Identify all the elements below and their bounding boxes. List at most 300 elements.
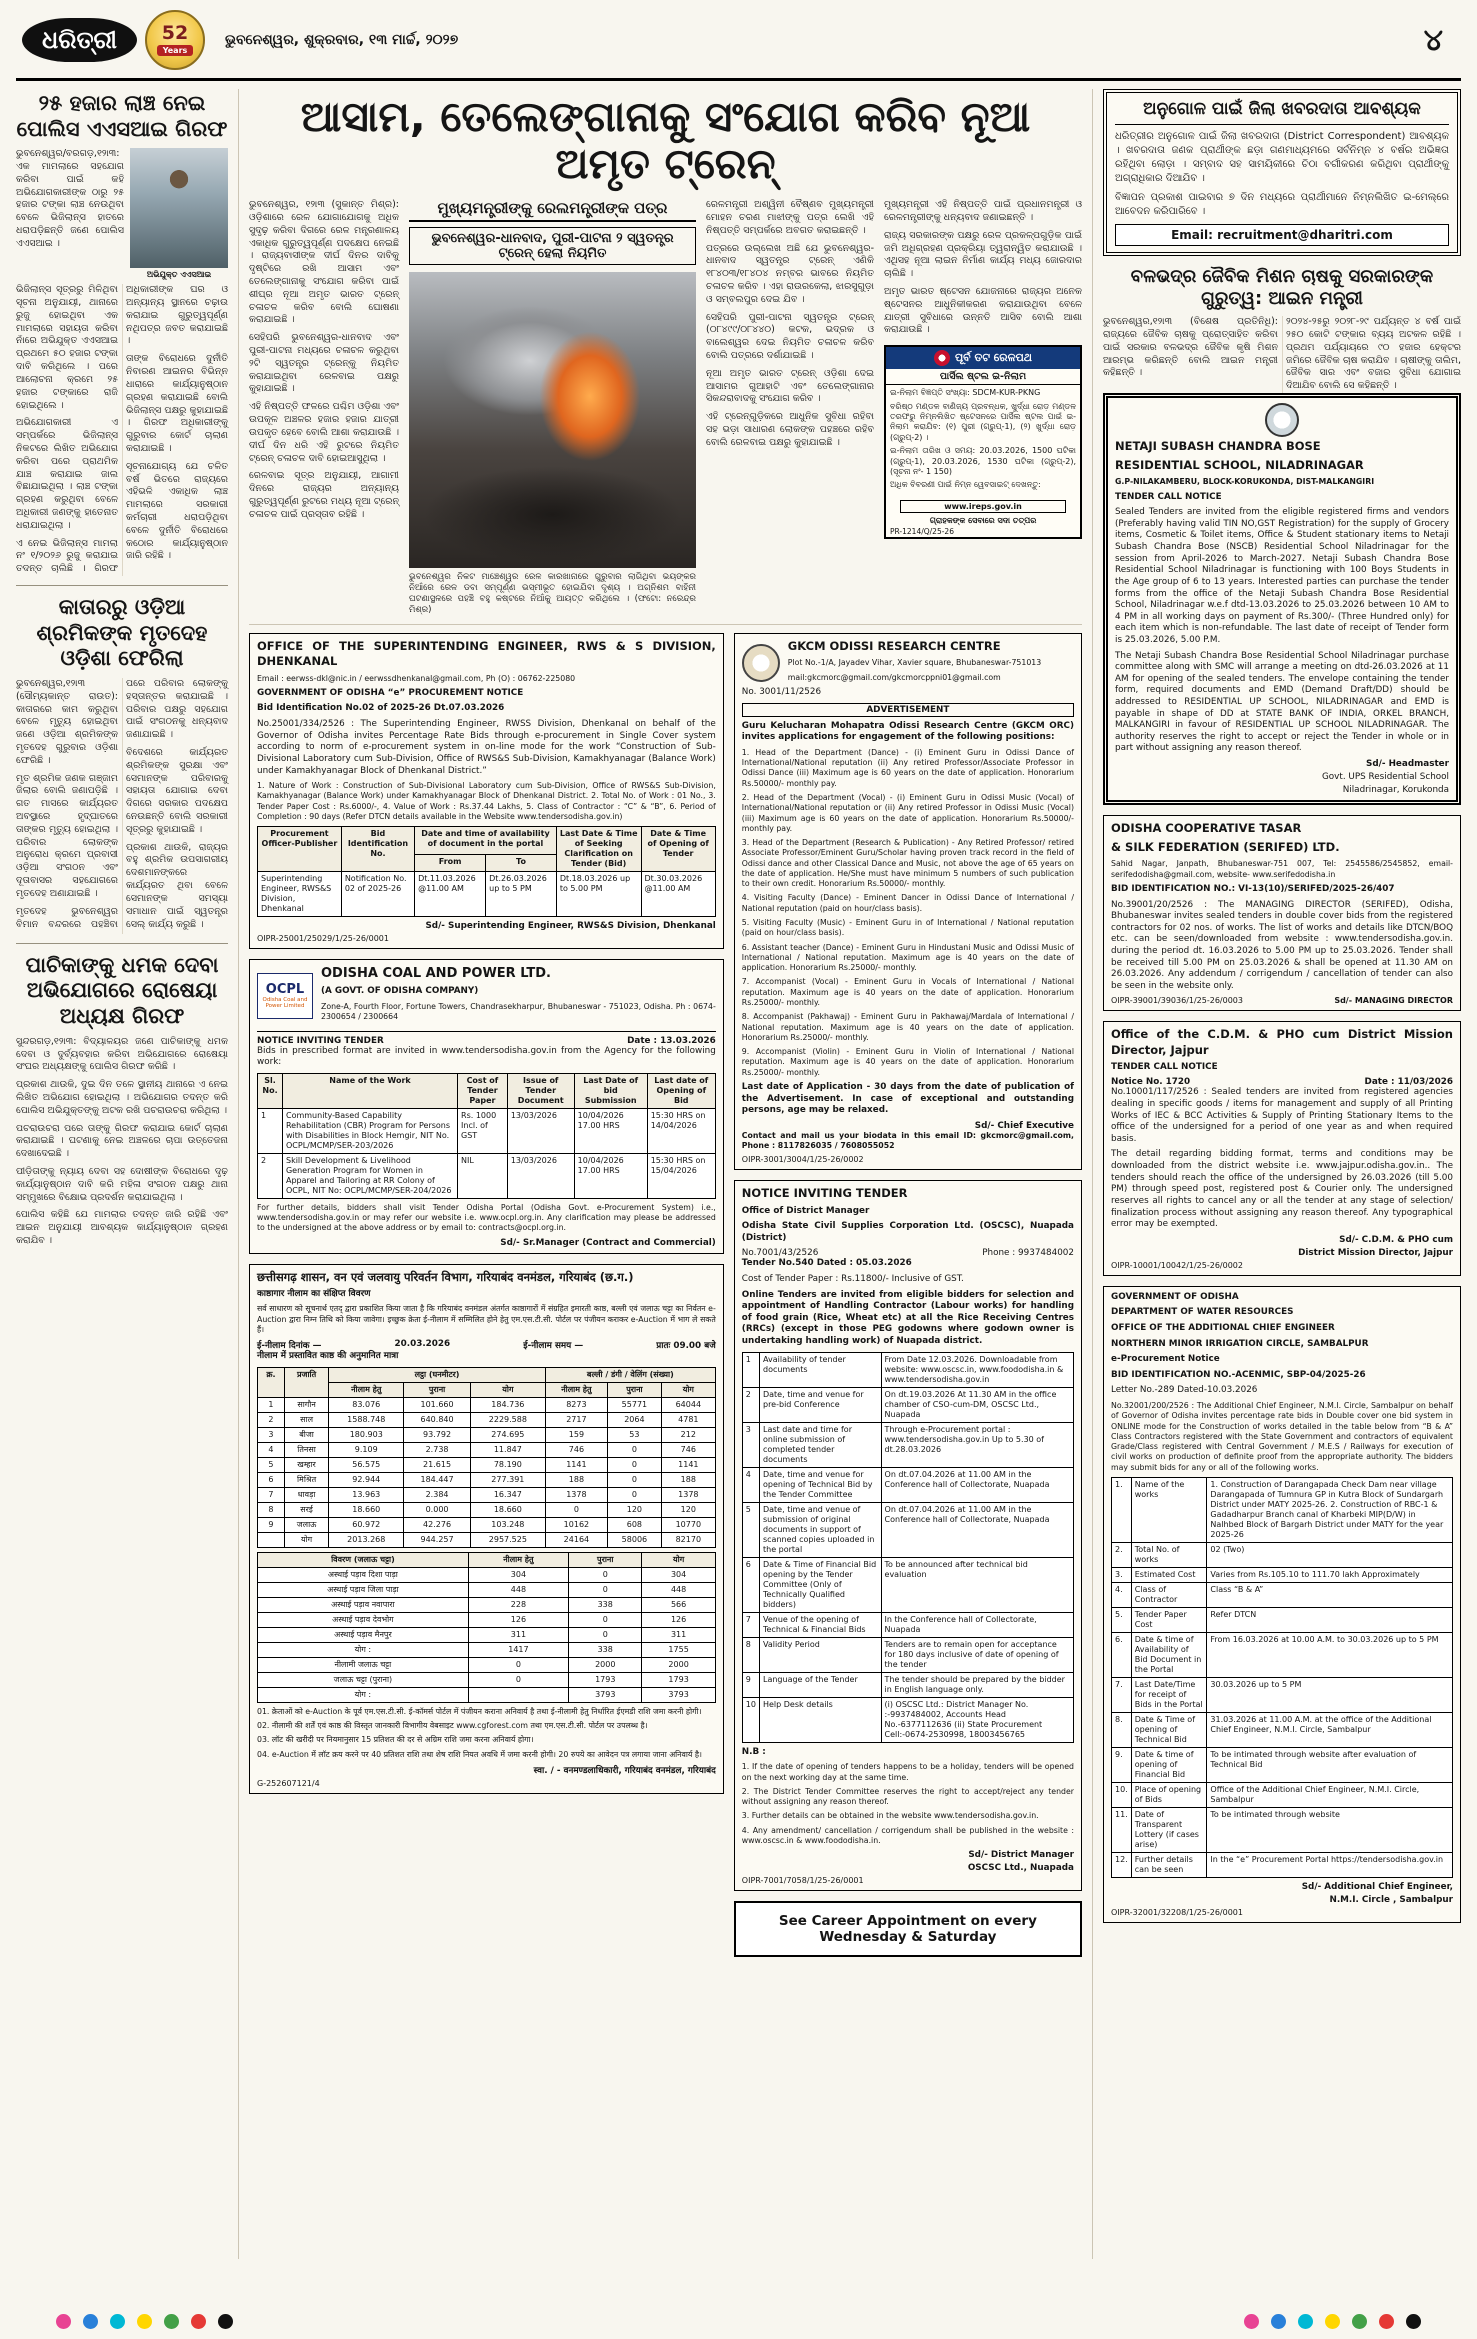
table-cell: जलाऊ चट्टा (पुराना) (258, 1672, 469, 1687)
table-cell: 6 (258, 1472, 285, 1487)
bid-id-line: Bid Identification No.02 of 2025-26 Dt.07.03.2026 (257, 703, 505, 714)
table-cell: Validity Period (759, 1637, 881, 1672)
table-cell: From Date 12.03.2026. Downloadable from website: www.oscsc.in, www.foododisha.in & www.tendersodisha.gov.in (881, 1352, 1073, 1387)
bid-id: BID IDENTIFICATION NO.: VI-13(10)/SERIFED/2025-26/407 (1111, 883, 1395, 894)
table-cell: 608 (607, 1517, 661, 1532)
col-header: Name of the Work (282, 1073, 457, 1108)
table-cell: 31.03.2026 at 11.00 A.M. at the office of the Additional Chief Engineer, N.M.I. Circle, Sambalpur (1207, 1712, 1453, 1747)
table-cell: 2229.588 (470, 1412, 545, 1427)
table-cell: 0 (569, 1612, 642, 1627)
table-cell: Date & Time of opening of Technical Bid (1131, 1712, 1207, 1747)
nit-date: Date : 13.03.2026 (627, 1035, 716, 1046)
table-cell: 18.660 (470, 1502, 545, 1517)
ad-body-2: ବିଜ୍ଞାପନ ପ୍ରକାଶ ପାଇବାର ୭ ଦିନ ମଧ୍ୟରେ ପ୍ରାର୍ଥୀମାନେ ନିମ୍ନଲିଖିତ ଇ-ମେଲ୍‌ରେ ଆବେଦନ କରିପାରିବେ । (1115, 192, 1449, 218)
tender-no: Tender No.540 Dated : 05.03.2026 (741, 1258, 912, 1269)
dept-line: DEPARTMENT OF WATER RESOURCES (1111, 1307, 1294, 1318)
lead-col-d (884, 199, 1082, 616)
paragraph: ରେଳବାଇ ସୂତ୍ର ଅନୁଯାୟୀ, ଆଗାମୀ ଦିନରେ ରାଜ୍ୟର ଅନ୍ୟାନ୍ୟ ଗୁରୁତ୍ୱପୂର୍ଣ୍ଣ ରୁଟରେ ମଧ୍ୟ ନୂଆ ଟ୍ରେନ୍ ଚଳାଚଳ ପାଇଁ ପ୍ରସ୍ତାବ ରହିଛି । (249, 470, 399, 520)
paragraph: ସେହିପରି ଭୁବନେଶ୍ୱର-ଧାନବାଦ ଏବଂ ପୁରୀ-ପାଟନା ମଧ୍ୟରେ ଚଳାଚଳ କରୁଥିବା ୨ଟି ସ୍ୱତନ୍ତ୍ର ଟ୍ରେନ୍‌କୁ ନିୟମିତ କରାଯାଇଥିବା ରେଳବାଇ ପକ୍ଷରୁ କୁହାଯାଇଛି । (249, 332, 399, 395)
position-item: 9. Accompanist (Violin) - Eminent Guru in Violin of International / National reputation. Maximum age is 40 years on the date of application. Honorarium Rs.25000/- monthly. (741, 1047, 1074, 1077)
col-header: Bid Identification No. (341, 827, 414, 872)
paragraph: ରେଳମନ୍ତ୍ରୀ ଅଶ୍ୱିନୀ ବୈଷ୍ଣବ ମୁଖ୍ୟମନ୍ତ୍ରୀ ମୋହନ ଚରଣ ମାଝୀଙ୍କୁ ପତ୍ର ଲେଖି ଏହି ନିଷ୍ପତ୍ତି ସମ୍ପର୍କରେ ଅବଗତ କରାଇଛନ୍ତି । (706, 199, 874, 236)
gov-line: GOVERNMENT OF ODISHA (1111, 1291, 1239, 1302)
col-header: Last Date of bid Submission (574, 1073, 647, 1108)
eproc-title: e-Procurement Notice (1111, 1354, 1220, 1365)
cg-intro: सर्व साधारण को सूचनार्थ एतद् द्वारा प्रकाशित किया जाता है कि गरियाबंद वनमंडल अंतर्गत काष्ठागारों में संग्रहित इमारती काष्ठ, बल्ली एवं जलाऊ चट्टा का निर्वतन e-Auction द्वारा निम्न तिथि को किया जावेगा। इच्छुक क्रेता ई-नीलाम में सम्मिलित होने हेतु एम.एस.टी.सी. पोर्टल पर पंजीयन कराकर e-Auction में भाग ले सकते हैं। (257, 1304, 716, 1334)
cg-title: काष्ठागार नीलाम का संक्षिप्त विवरण (257, 1288, 371, 1299)
nb-list (742, 1762, 1074, 1846)
color-dot (56, 2314, 71, 2329)
tender-body-2: The Netaji Subash Chandra Bose Residential School Niladrinagar purchase committee along with SMC will arrange a meeting on dtd-26.03.2026 at 11 AM for opening of the sealed tenders. The envelope containing the tender form, required documents and EMD (Demand Draft/DD) should be addressed to RESIDENTIAL UP SCHOOL, NILADRINAGAR and EMD is payable in shape of DD at STATE BANK OF INDIA, ORKEL BRANCH, MALKANGIRI in favour of RESIDENTIAL UP SCHOOL NILADRINAGAR. The authority reserves the right to accept or reject the Tender in whole or in part without assigning any reason thereof. (1115, 650, 1449, 754)
table-cell: अस्थाई पड़ाव देवभोग (258, 1612, 469, 1627)
page-number: ୪ (1423, 22, 1443, 58)
paragraph: ଏ ନେଇ ଭିଜିଲାନ୍ସ ମାମଲା ନଂ ୧/୨୦୨୬ ରୁଜୁ କରାଯାଇ ତଦନ୍ତ ଚାଲିଛି । ଗିରଫ ଅଧିକାରୀଙ୍କ ଘର ଓ ଅନ୍ୟାନ୍ୟ ସ୍ଥାନରେ ଚଢ଼ାଉ କରାଯାଇ ଗୁରୁତ୍ୱପୂର୍ଣ୍ଣ ନଥିପତ୍ର ଜବତ କରାଯାଇଛି । (16, 284, 228, 575)
note-line: 02. नीलामी की शर्तें एवं काष्ठ की विस्तृत जानकारी विभागीय वेबसाइट www.cgforest.com तथा एम.एस.टी.सी. पोर्टल पर उपलब्ध है। (257, 1721, 648, 1731)
table-cell: Availability of tender documents (759, 1352, 881, 1387)
signature: Sd/- Additional Chief Engineer, (1301, 1881, 1453, 1892)
table-cell: Refer DTCN (1207, 1607, 1453, 1632)
signature: Sd/- Superintending Engineer, RWS&S Division, Dhenkanal (425, 921, 716, 932)
table-row (1112, 1632, 1453, 1677)
table-cell: 0 (468, 1672, 568, 1687)
signature: Sd/- Chief Executive (974, 1120, 1074, 1131)
org-name-1: ODISHA COOPERATIVE TASAR (1111, 821, 1302, 836)
table-cell: 53 (607, 1427, 661, 1442)
table-cell: खम्हार (284, 1457, 328, 1472)
table-row (258, 1627, 716, 1642)
gkcm-mail: mail:gkcmorc@gmail.com/gkcmorcppni01@gmail.com (787, 672, 1001, 682)
table-cell: 746 (545, 1442, 607, 1457)
table-cell: सागौन (284, 1397, 328, 1412)
gkcm-advertisement (734, 633, 1082, 1170)
table-cell: 0 (607, 1472, 661, 1487)
masthead (16, 6, 1461, 81)
note-line: 04. e-Auction में लॉट क्रय करने पर 40 प्रतिशत राशि तथा शेष राशि नियत अवधि में जमा करनी होगी। 20 रुपये का आवेदन पत्र लगाया जाना अनिवार्य है। (257, 1749, 702, 1759)
table-row (1112, 1582, 1453, 1607)
table-cell: 9. (1112, 1747, 1132, 1782)
cg-notes (257, 1707, 716, 1760)
tender-cost: Cost of Tender Paper : Rs.11800/- Inclusive of GST. (741, 1273, 964, 1284)
table-cell: Tenders are to remain open for acceptance for 180 days inclusive of date of opening of the tender (881, 1637, 1073, 1672)
paragraph: ତାଙ୍କ ବିରୋଧରେ ଦୁର୍ନୀତି ନିବାରଣ ଆଇନର ବିଭିନ୍ନ ଧାରାରେ କାର୍ଯ୍ୟାନୁଷ୍ଠାନ ଗ୍ରହଣ କରାଯାଇଛି ବୋଲି ଭିଜିଲାନ୍ସ ପକ୍ଷରୁ କୁହାଯାଇଛି । ଗିରଫ ଅଧିକାରୀଙ୍କୁ ଗୁରୁବାର କୋର୍ଟ ଚାଲାଣ କରାଯାଇଛି । (126, 353, 228, 454)
oipr-code: OIPR-39001/39036/1/25-26/0003 (1111, 996, 1243, 1006)
table-cell: 120 (661, 1502, 715, 1517)
col-header: Cost of Tender Paper (458, 1073, 508, 1108)
letter-no: Letter No.-289 Dated-10.03.2026 (1111, 1385, 1258, 1396)
col-header: नीलाम हेतु (329, 1382, 404, 1397)
col-header: लट्ठा (घनमीटर) (329, 1367, 546, 1382)
table-cell: 60.972 (329, 1517, 404, 1532)
note-line: 4. Any amendment/ cancellation / corrigendum shall be published in the website : www.oscsc.in & www.foododisha.in. (741, 1825, 1074, 1845)
ecor-header (886, 347, 1080, 369)
table-cell: 24164 (545, 1532, 607, 1547)
col-header: नीलाम हेतु (545, 1382, 607, 1397)
table-cell: 0 (569, 1627, 642, 1642)
cg-qty-line: नीलाम में प्रस्तावित काष्ठ की अनुमानित मात्रा (257, 1351, 399, 1362)
cg-time-label: ई-नीलाम समय — (523, 1341, 584, 1352)
table-cell: 12. (1112, 1852, 1132, 1877)
table-cell: 02 (Two) (1207, 1542, 1453, 1567)
company-name: ODISHA COAL AND POWER LTD. (321, 966, 551, 982)
table-cell: 18.660 (329, 1502, 404, 1517)
table-cell: Date & Time of Financial Bid opening by the Tender Committee (Only of Technically Qualified bidders) (759, 1557, 881, 1612)
table-cell: Date, time and venue of submission of original documents in support of scanned copies uploaded in the portal (759, 1502, 881, 1557)
table-body (1112, 1477, 1453, 1877)
table-cell: 228 (468, 1597, 568, 1612)
table-cell: 277.391 (470, 1472, 545, 1487)
table-row (258, 1517, 716, 1532)
table-cell: 1. (1112, 1477, 1132, 1542)
table-cell: Dt.11.03.2026 @11.00 AM (415, 872, 486, 917)
signature: Sd/- Sr.Manager (Contract and Commercial) (500, 1237, 716, 1248)
table-cell: 338 (569, 1597, 642, 1612)
col-header: From (415, 855, 486, 872)
table-cell: On dt.07.04.2026 at 11.00 AM in the Conference hall of Collectorate, Nuapada (881, 1502, 1073, 1557)
table-cell: तिनसा (284, 1442, 328, 1457)
school-address: G.P-NILAKAMBERU, BLOCK-KORUKONDA, DIST-MALKANGIRI (1115, 477, 1375, 487)
position-item: 4. Visiting Faculty (Dance) - Eminent Dancer in Odissi Dance of International / National reputation (paid on hour/class basis). (741, 893, 1074, 913)
table-cell: Date, time and venue for pre-bid Conference (759, 1387, 881, 1422)
col-header: Last date of Opening of Bid (647, 1073, 715, 1108)
table-cell: 1378 (545, 1487, 607, 1502)
org-name-2: & SILK FEDERATION (SERIFED) LTD. (1111, 840, 1340, 855)
table-row (742, 1422, 1073, 1467)
water-resources-eprocurement (1103, 1286, 1461, 1923)
table-cell: अस्थाई पड़ाव मैनपुर (258, 1627, 469, 1642)
eproc-intro: No.32001/200/2526 : The Additional Chief Engineer, N.M.I. Circle, Sambalpur on behalf of Governor of Odisha invites percentage rate bids in Double cover one bid system in ONLINE mode for the Construction of works detailed in the table below from “B & A” Class Contractors registered with the State Government and contractors of equivalent Grade/Class registered with Central Government / M.E.S / Railways for execution of civil works on production of definite proof from the appropriate authority. The bidders may submit bids for any or all of the following works. (1111, 1400, 1453, 1472)
office-title: OFFICE OF THE SUPERINTENDING ENGINEER, RWS & S DIVISION, DHENKANAL (257, 639, 716, 669)
note-line: 03. लॉट की खरीदी पर नियमानुसार 15 प्रतिशत की दर से अग्रिम राशि जमा करना अनिवार्य होगा। (257, 1735, 534, 1745)
cg-dept: छत्तीसगढ़ शासन, वन एवं जलवायु परिवर्तन विभाग, गरियाबंद वनमंडल, गरियाबंद (छ.ग.) (257, 1269, 634, 1284)
netaji-school-tender (1103, 393, 1461, 805)
advertisement-strip: ADVERTISEMENT (742, 703, 1074, 717)
col-header: योग (642, 1552, 715, 1567)
paragraph: ପତ୍ରରେ ଉଲ୍ଲେଖ ଅଛି ଯେ ଭୁବନେଶ୍ୱର-ଧାନବାଦ ସ୍ୱତନ୍ତ୍ର ଟ୍ରେନ୍ ଏଣିକି ୧୮୪୦୩/୧୮୪୦୪ ନମ୍ବର ଭାବରେ ନିୟମିତ ଚଳାଚଳ କରିବ । ଏହା ରାଉରକେଲା, ଝାରସୁଗୁଡ଼ା ଓ ସମ୍ବଲପୁର ଦେଇ ଯିବ । (706, 242, 874, 305)
dharitri-logo (22, 10, 205, 70)
table-row (258, 1108, 716, 1153)
train-fire-photo (409, 272, 696, 568)
table-cell: Skill Development & Livelihood Generation Program for Women in Apparel and Tailoring at RR Colony of OCPL, NIT No: OCPL/MCMP/SER-204/2026 (282, 1153, 457, 1198)
color-dot (191, 2314, 206, 2329)
table-cell: On dt.19.03.2026 At 11.30 AM in the office chamber of CSO-cum-DM, OSCSC Ltd., Nuapada (881, 1387, 1073, 1422)
table-cell: In the “e” Procurement Portal https://tendersodisha.gov.in (1207, 1852, 1453, 1877)
cg-time: प्रातः 09.00 बजे (656, 1341, 716, 1352)
table-cell: 10/04/2026 17.00 HRS (574, 1108, 647, 1153)
org-title: Odisha State Civil Supplies Corporation Ltd. (OSCSC), Nuapada (District) (741, 1221, 1074, 1243)
table-row (258, 1597, 716, 1612)
table-row (258, 1657, 716, 1672)
paragraph: ରାଜ୍ୟ ସରକାରଙ୍କ ପକ୍ଷରୁ ରେଳ ପ୍ରକଳ୍ପଗୁଡ଼ିକ ପାଇଁ ଜମି ଅଧିଗ୍ରହଣ ପ୍ରକ୍ରିୟା ତ୍ୱରାନ୍ୱିତ କରାଯାଉଛି । ଏଥିସହ ନୂଆ ଲାଇନ ନିର୍ମାଣ କାର୍ଯ୍ୟ ମଧ୍ୟ ଜୋରଦାର ଚାଲିଛି । (884, 229, 1082, 280)
table-cell: 13/03/2026 (507, 1108, 574, 1153)
color-dot (83, 2314, 98, 2329)
office-contact: Email : eerwss-dkl@nic.in / eerwssdhenkanal@gmail.com, Ph (O) : 06762-225080 (257, 673, 576, 683)
signature-org: Govt. UPS Residential School (1321, 772, 1449, 783)
lead-subhead-1: ମୁଖ୍ୟମନ୍ତ୍ରୀଙ୍କୁ ରେଲମନ୍ତ୍ରୀଙ୍କ ପତ୍ର (409, 199, 696, 222)
paragraph: ଏହି ନିଷ୍ପତ୍ତି ଫଳରେ ପଶ୍ଚିମ ଓଡ଼ିଶା ଏବଂ ଉପକୂଳ ଅଞ୍ଚଳର ହଜାର ହଜାର ଯାତ୍ରୀ ଉପକୃତ ହେବେ ବୋଲି ଆଶା କରାଯାଉଛି । ଦୀର୍ଘ ଦିନ ଧରି ଏହି ରୁଟରେ ନିୟମିତ ଟ୍ରେନ୍ ଚଳାଚଳ ଦାବି ହୋଇଆସୁଥିଲା । (249, 401, 399, 464)
table-cell: 1141 (545, 1457, 607, 1472)
paragraph: ଇ-ନିଲାମ ବିଜ୍ଞପ୍ତି ସଂଖ୍ୟା: SDCM-KUR-PKNG (890, 388, 1041, 398)
oipr-code: OIPR-10001/10042/1/25-26/0002 (1111, 1260, 1243, 1270)
paragraph: ମୁଖ୍ୟମନ୍ତ୍ରୀ ଏହି ନିଷ୍ପତ୍ତି ପାଇଁ ପ୍ରଧାନମନ୍ତ୍ରୀ ଓ ରେଳମନ୍ତ୍ରୀଙ୍କୁ ଧନ୍ୟବାଦ ଜଣାଇଛନ୍ତି । (884, 199, 1082, 223)
office-title: Office of District Manager (741, 1205, 870, 1216)
paragraph: ମୃତ ଶ୍ରମିକ ଜଣକ ଗଞ୍ଜାମ ଜିଲାର ବୋଲି ଜଣାପଡ଼ିଛି । ଗତ ମାସରେ କାର୍ଯ୍ୟରତ ଅବସ୍ଥାରେ ହୃଦ୍‌ଘାତରେ ତାଙ୍କର ମୃତ୍ୟୁ ହୋଇଥିଲା । ପରିବାର ଲୋକଙ୍କ ଅନୁରୋଧ କ୍ରମେ ପ୍ରବାସୀ ଓଡ଼ିଆ ସଂଗଠନ ଏବଂ ଦୂତାବାସର ସହଯୋଗରେ ମୃତଦେହ ଅଣାଯାଇଛି । (16, 772, 118, 899)
table-row (1112, 1807, 1453, 1852)
table-cell: 2000 (569, 1657, 642, 1672)
table-cell: 10 (742, 1697, 759, 1742)
table-cell: 1 (742, 1352, 759, 1387)
table-row (258, 1153, 716, 1198)
table-cell: 13.963 (329, 1487, 404, 1502)
col-header: प्रजाति (284, 1367, 328, 1397)
govt-line: GOVERNMENT OF ODISHA “e” PROCUREMENT NOTICE (257, 687, 524, 698)
table-cell: To be intimated through website (1207, 1807, 1453, 1852)
ocpl-logo (257, 973, 313, 1019)
right-column (1103, 89, 1461, 2259)
article-asi-arrest (16, 91, 228, 576)
lead-photo-caption: ଭୁବନେଶ୍ୱର ନିକଟ ମାଞ୍ଚେଶ୍ୱର ରେଳ କାରଖାନାରେ ଗୁରୁବାର ଲାଗିଥିବା ଭୟଙ୍କର ନିଆଁରେ ରେଳ ଡବା ସମ୍ପୂର୍ଣ୍ଣ ଭସ୍ମୀଭୂତ ହୋଇଯିବା ଦୃଶ୍ୟ । ଅଗ୍ନିଶମ ବାହିନୀ ଘଟଣାସ୍ଥଳରେ ପହଞ୍ଚି ବହୁ କଷ୍ଟରେ ନିଆଁକୁ ଆୟତ୍ତ କରିଥିଲେ । (ଫଟୋ: ନରେନ୍ଦ୍ର ମିଶ୍ର) (409, 572, 696, 616)
paragraph: ପୋଲିସ କହିଛି ଯେ ମାମଲାର ତଦନ୍ତ ଜାରି ରହିଛି ଏବଂ ଆଇନ ଅନୁଯାୟୀ ଆବଶ୍ୟକ କାର୍ଯ୍ୟାନୁଷ୍ଠାନ ଗ୍ରହଣ କରାଯିବ । (16, 1209, 228, 1247)
anniversary-badge (145, 10, 205, 70)
table-cell: योग : (258, 1687, 469, 1702)
table-cell: Date of Transparent Lottery (if cases arise) (1131, 1807, 1207, 1852)
center-sub-right (734, 633, 1082, 1957)
table-cell: 746 (661, 1442, 715, 1457)
gkcm-contact: Contact and mail us your biodata in this email ID: gkcmorc@gmail.com, Phone : 8117826035 / 7608055052 (741, 1130, 1074, 1151)
table-cell: Estimated Cost (1131, 1567, 1207, 1582)
nit-intro: Bids in prescribed format are invited in www.tendersodisha.gov.in from the Agency for the following work: (257, 1045, 716, 1068)
table-row (258, 1567, 716, 1582)
table-row (742, 1637, 1073, 1672)
note-line: 01. क्रेताओं को e-Auction के पूर्व एम.एस.टी.सी. ई-कॉमर्स पोर्टल में पंजीयन कराना अनिवार्य है तथा ई-नीलामी हेतु निर्धारित ईएमडी राशि जमा करनी होगी। (257, 1706, 702, 1716)
paragraph: ପ୍ରକାଶ ଥାଉକି, ରାଜ୍ୟର ବହୁ ଶ୍ରମିକ ଉପସାଗରୀୟ ଦେଶମାନଙ୍କରେ କାର୍ଯ୍ୟରତ ଥିବା ବେଳେ ସେମାନଙ୍କ ସମସ୍ୟା ସମାଧାନ ପାଇଁ ସ୍ୱତନ୍ତ୍ର ସେଲ୍ କାର୍ଯ୍ୟ କରୁଛି । (126, 841, 228, 930)
ecor-logo-icon (934, 350, 950, 366)
table-cell: 1793 (569, 1672, 642, 1687)
ecor-subtitle: ପାର୍ସିଲ ଷ୍ଟଲ ଇ-ନିଲାମ (886, 369, 1080, 385)
table-cell: 0 (607, 1457, 661, 1472)
phone: Phone : 9937484002 (982, 1248, 1074, 1259)
table-row (258, 1672, 716, 1687)
table-row (1112, 1747, 1453, 1782)
table-cell: Through e-Procurement portal : www.tendersodisha.gov.in Up to 5.30 of dt.28.03.2026 (881, 1422, 1073, 1467)
table-cell: Further details can be seen (1131, 1852, 1207, 1877)
ocpl-tender-notice (249, 959, 724, 1253)
table-cell: 6 (742, 1557, 759, 1612)
paragraph: ଏହି ଟ୍ରେନ୍‌ଗୁଡ଼ିକରେ ଆଧୁନିକ ସୁବିଧା ରହିବା ସହ ଭଡ଼ା ସାଧାରଣ ଲୋକଙ୍କ ପହଞ୍ଚରେ ରହିବ ବୋଲି ରେଳବାଇ ପକ୍ଷରୁ କୁହାଯାଇଛି । (706, 411, 874, 448)
table-cell: Date, time and venue for opening of Technical Bid by the Tender Committee (759, 1467, 881, 1502)
lead-col-d-text (884, 199, 1082, 337)
table-cell: Dt.30.03.2026 @11.00 AM (641, 872, 715, 917)
table-cell: 0 (545, 1502, 607, 1517)
table-cell: 82170 (661, 1532, 715, 1547)
tender-body-2: The detail regarding bidding format, terms and conditions may be downloaded from the district website i.e. www.jajpur.odisha.gov.in.. The tenders should reach the office of the undersigned by 26.03.2026 (till 5.00 PM) through speed post, registered post & Courier only. The undersigned reserves all rights to cancel any or all the tender at any stage of selection/ finalization process without assigning any reason thereof. Any typographical error may be exempted. (1111, 1149, 1453, 1230)
ocpl-table (257, 1073, 716, 1199)
table-cell: To be announced after technical bid evaluation (881, 1557, 1073, 1612)
gkcm-logo (742, 644, 780, 682)
table-cell: 8. (1112, 1712, 1132, 1747)
table-row (742, 1672, 1073, 1697)
paragraph: ପ୍ରକାଶ ଥାଉକି, ଦୁଇ ଦିନ ତଳେ ସ୍ଥାନୀୟ ଥାନାରେ ଏ ନେଇ ଲିଖିତ ଅଭିଯୋଗ ହୋଇଥିଲା । ଅଭିଯୋଗର ତଦନ୍ତ କରି ପୋଲିସ ଅଭିଯୁକ୍ତଙ୍କୁ ଅଟକ ରଖି ପଚରାଉଚରା କରିଥିଲା । (16, 1079, 228, 1116)
table-cell: 126 (468, 1612, 568, 1627)
table-cell: 3. (1112, 1567, 1132, 1582)
table-cell: 10162 (545, 1517, 607, 1532)
cdm-jajpur-tender (1103, 1021, 1461, 1275)
article-qatar-worker (16, 595, 228, 934)
oscsc-tender-notice (734, 1180, 1082, 1891)
table-cell: Language of the Tender (759, 1672, 881, 1697)
table-cell: 2. (1112, 1542, 1132, 1567)
position-item: 6. Assistant teacher (Dance) - Eminent Guru in Hindustani Music and Odissi Music of International / National reputation. Maximum age is 40 years on the date of application. Honorarium Rs.25000/- monthly. (741, 942, 1074, 973)
table-cell: 6. (1112, 1632, 1132, 1677)
col-header: बल्ली / डंगी / वेलिंग (संख्या) (545, 1367, 715, 1382)
table-cell: 184.736 (470, 1397, 545, 1412)
color-dot (1298, 2314, 1313, 2329)
table-cell: 1755 (642, 1642, 715, 1657)
ecor-code: PR-1214/Q/25-26 (890, 526, 954, 536)
org-address: Sahid Nagar, Janpath, Bhubaneswar-751 007, Tel: 2545586/2545852, email- serifedodisha@gmail.com, website- www.serifedodisha.in (1111, 859, 1453, 879)
table-cell: 0 (468, 1657, 568, 1672)
table-row (1112, 1542, 1453, 1567)
paragraph: ଅଧିକ ବିବରଣୀ ପାଇଁ ନିମ୍ନ ୱେବସାଇଟ୍ ଦେଖନ୍ତୁ: (890, 480, 1041, 490)
logo-title: ଧରିତ୍ରୀ (22, 18, 137, 62)
article-headline: ୨୫ ହଜାର ଲାଞ୍ଚ ନେଇ ପୋଲିସ ଏଏସଆଇ ଗିରଫ (16, 91, 228, 141)
table-row (742, 1612, 1073, 1637)
table-cell: 5 (742, 1502, 759, 1557)
table-cell: योग (284, 1532, 328, 1547)
table-cell: 7 (258, 1487, 285, 1502)
table-cell: 180.903 (329, 1427, 404, 1442)
table-cell: Community-Based Capability Rehabilitation (CBR) Program for Persons with Disabilities in Block Hemgir, NIT No. OCPL/MCMP/SER-203/2026 (282, 1108, 457, 1153)
table-row (258, 1642, 716, 1657)
table-cell: NIL (458, 1153, 508, 1198)
table-row (1112, 1677, 1453, 1712)
masthead-dateline: ଭୁବନେଶ୍ୱର, ଶୁକ୍ରବାର, ୧୩ ମାର୍ଚ୍ଚ, ୨୦୨୭ (224, 32, 459, 48)
table-cell: 304 (642, 1567, 715, 1582)
ocpl-logo-abbr: OCPL (265, 982, 305, 998)
table-cell: Date & time of Availability of Bid Document in the Portal (1131, 1632, 1207, 1677)
signature-org: N.M.I. Circle , Sambalpur (1329, 1894, 1453, 1905)
col-header: योग (661, 1382, 715, 1397)
table-row (1112, 1567, 1453, 1582)
table-row (258, 1457, 716, 1472)
table-row (258, 1487, 716, 1502)
table-cell: 311 (468, 1627, 568, 1642)
oscsc-table (742, 1352, 1074, 1743)
notice-date: Date : 11/03/2026 (1364, 1077, 1453, 1088)
color-dot (110, 2314, 125, 2329)
table-cell: Class “B & A” (1207, 1582, 1453, 1607)
table-body (258, 872, 716, 917)
table-cell: 2957.525 (470, 1532, 545, 1547)
paragraph: ଭୁବନେଶ୍ୱର, ୧୨ା୩ (ସୁକାନ୍ତ ମିଶ୍ର): ଓଡ଼ିଶାରେ ରେଳ ଯୋଗାଯୋଗକୁ ଅଧିକ ସୁଦୃଢ଼ କରିବା ଦିଗରେ ରେଳ ମନ୍ତ୍ରଣାଳୟ ଏକାଧିକ ଗୁରୁତ୍ୱପୂର୍ଣ୍ଣ ପଦକ୍ଷେପ ନେଇଛି । ରାଜ୍ୟବାସୀଙ୍କ ଦୀର୍ଘ ଦିନର ଦାବିକୁ ଦୃଷ୍ଟିରେ ରଖି ଆସାମ ଏବଂ ତେଲେଙ୍ଗାନାକୁ ସଂଯୋଗ କରିବା ପାଇଁ ଶୀଘ୍ର ନୂଆ ଅମୃତ ଭାରତ ଟ୍ରେନ୍ ଚଳାଚଳ କରିବ ବୋଲି ଘୋଷଣା କରାଯାଇଛି । (249, 199, 399, 326)
col-header: पुराना (569, 1552, 642, 1567)
nit-title: NOTICE INVITING TENDER (257, 1035, 384, 1046)
position-item: 1. Head of the Department (Dance) - (i) Eminent Guru in Odissi Dance of International/National reputation (ii) Any retired Professor/Associate Professor in Odissi Dance (iii) Maximum age is 60 years on the date of application. Honorarium Rs.50000/- monthly pay. (741, 747, 1074, 788)
color-dot (1271, 2314, 1286, 2329)
ref-no: No.7001/43/2526 (741, 1248, 819, 1259)
oipr-code: OIPR-7001/7058/1/25-26/0001 (741, 1876, 864, 1886)
table-cell: 1. Construction of Darangapada Check Dam near village Darangapada of Tumnura GP in Kutra Block of Sundargarh District under MATY 2025-26. 2. Construction of RBC-1 & Gadadharpur Branch canal of Kharbeki MIP(D/W) in Nalhbed Block of Bargarh District under MATY for the year 2025-26 (1207, 1477, 1453, 1542)
tender-body-1: Sealed Tenders are invited from the eligible registered firms and vendors (Preferably having valid TIN NO,GST Registration) for the supply of Grocery items, Cosmetic & Toilet items, Office & Student stationary items to Netaji Subash Chandra Bose (NSCB) Residential School Niladrinagar for the session from April-2026 to March-2027. Netaji Subash Chandra Bose Residential School Niladrinagar is functioning with 100 Boys Students in the Age group of 6 to 13 years. Interested parties can purchase the tender forms from the office of the Netaji Subash Chandra Bose Residential School, Niladrinagar w.e.f dtd-13.03.2026 to 25.03.2026 between 10 AM to 4 PM in all working days on payment of Rs.300/- (Three Hundred only) for each item which is non-refundable. The last date of receipt of Tender form is 25.03.2026, 5.00 P.M. (1115, 507, 1449, 645)
paragraph: ନୂଆ ଅମୃତ ଭାରତ ଟ୍ରେନ୍ ଓଡ଼ିଶା ଦେଇ ଆସାମର ଗୁଆହାଟି ଏବଂ ତେଲେଙ୍ଗାନାର ସିକନ୍ଦରାବାଦକୁ ସଂଯୋଗ କରିବ । (706, 367, 874, 405)
paragraph: ସୁନ୍ଦରଗଡ଼,୧୨ା୩: ବିଦ୍ୟାଳୟର ଜଣେ ପାଚିକାଙ୍କୁ ଧମକ ଦେବା ଓ ଦୁର୍ବ୍ୟବହାର କରିବା ଅଭିଯୋଗରେ ରୋଷେୟା ସଂଘର ଅଧ୍ୟକ୍ଷଙ୍କୁ ପୋଲିସ ଗିରଫ କରିଛ‌ି । (16, 1035, 228, 1073)
table-cell: अस्थाई पड़ाव नवापारा (258, 1597, 469, 1612)
office-line-1: OFFICE OF THE ADDITIONAL CHIEF ENGINEER (1111, 1322, 1335, 1333)
note-line: 1. If the date of opening of tenders happens to be a holiday, tenders will be opened on the next working day at the same time. (741, 1762, 1074, 1782)
table-cell: 448 (468, 1582, 568, 1597)
paragraph: ୨୦୨୪-୨୫ରୁ ୨୦୨୮-୨୯ ପର୍ଯ୍ୟନ୍ତ ୪ ବର୍ଷ ପାଇଁ ୨୫୦ କୋଟି ଟଙ୍କାର ବ୍ୟୟ ଅଟକଳ ରହିଛି । ପ୍ରଥମ ପର୍ଯ୍ୟାୟରେ ୯୦ ହଜାର ହେକ୍ଟର ଜମିରେ ଜୈବିକ ଚାଷ କରାଯିବ । ଚାଷୀଙ୍କୁ ତାଲିମ, ଜୈବିକ ସାର ଏବଂ ବଜାର ସୁବିଧା ଯୋଗାଇ ଦିଆଯିବ ବୋଲି ସେ କହିଛନ୍ତି । (1286, 316, 1461, 392)
lead-story (249, 93, 1082, 625)
signature-org: OSCSC Ltd., Nuapada (967, 1863, 1074, 1874)
company-address: Zone-A, Fourth Floor, Fortune Towers, Chandrasekharpur, Bhubaneswar - 751023, Odisha. Ph : 0674-2300654 / 2300664 (321, 1002, 716, 1022)
table-cell: Name of the works (1131, 1477, 1207, 1542)
table-cell: 4781 (661, 1412, 715, 1427)
table-cell: 0 (569, 1582, 642, 1597)
col-header: पुराना (404, 1382, 471, 1397)
cg-summary-table (257, 1552, 716, 1703)
table-cell: Help Desk details (759, 1697, 881, 1742)
position-item: 8. Accompanist (Pakhawaj) - Eminent Guru in Pakhawaj/Mardala of International / National reputation. Maximum age is 40 years on the date of application. Honorarium Rs.25000/- monthly. (741, 1012, 1074, 1042)
cg-date-label: ई-नीलाम दिनांक — (257, 1341, 322, 1352)
tender-call-title: TENDER CALL NOTICE (1115, 491, 1222, 502)
paragraph: ଭୁବନେଶ୍ୱର,୧୨ା୩ (ବିଶେଷ ପ୍ରତିନିଧି): ରାଜ୍ୟରେ ଜୈବିକ ଚାଷକୁ ପ୍ରୋତ୍ସାହିତ କରିବା ପାଇଁ ସରକାର ବଳଭଦ୍ର ଜୈବିକ କୃଷି ମିଶନ ଆରମ୍ଭ କରିଛନ୍ତି ବୋଲି ଆଇନ ମନ୍ତ୍ରୀ କହିଛନ୍ତି । (1103, 316, 1278, 379)
table-cell: 9 (258, 1517, 285, 1532)
table-cell: 1793 (642, 1672, 715, 1687)
lead-photo-block (409, 199, 696, 616)
signature-place: Niladrinagar, Korukonda (1342, 785, 1449, 796)
table-cell: 1 (258, 1397, 285, 1412)
table-cell: 0.000 (404, 1502, 471, 1517)
col-header: नीलाम हेतु (468, 1552, 568, 1567)
table-cell: Date & time of opening of Financial Bid (1131, 1747, 1207, 1782)
table-cell: 120 (607, 1502, 661, 1517)
position-item: 5. Visiting Faculty (Music) - Eminent Guru in of International / National reputation (paid on hour/class basis). (741, 918, 1074, 938)
table-cell: 78.190 (470, 1457, 545, 1472)
table-cell: 101.660 (404, 1397, 471, 1412)
table-row (1112, 1477, 1453, 1542)
table-cell: 10770 (661, 1517, 715, 1532)
position-item: 3. Head of the Department (Research & Publication) - Any Retired Professor/ retired Associate Professor/Eminent Guru/Scholar having proven track record in the field of Odissi dance and other Classical Dance and Music, not above the age of 65 years on the date of application. He/She must have minimum 5 numbers of such publication to their own credit. Honorarium Rs.50000/- monthly. (741, 838, 1074, 889)
note-line: 2. The District Tender Committee reserves the right to accept/reject any tender without assigning any reason thereof. (741, 1786, 1074, 1807)
paragraph: ପଚରାଉଚରା ପରେ ତାଙ୍କୁ ଗିରଫ କରାଯାଇ କୋର୍ଟ ଚାଲାଣ କରାଯାଇଛି । ଘଟଣାକୁ ନେଇ ଅଞ୍ଚଳରେ ଚାପା ଉତ୍ତେଜନା ଦେଖାଦେଇଛି । (16, 1122, 228, 1160)
table-cell: अस्थाई पड़ाव जिला पाड़ा (258, 1582, 469, 1597)
col-header: Issue of Tender Document (507, 1073, 574, 1108)
rwss-procurement-notice (249, 633, 724, 949)
color-dot (1325, 2314, 1340, 2329)
table-cell: 2 (258, 1153, 283, 1198)
center-sub-left (249, 633, 724, 1957)
table-cell: 10. (1112, 1782, 1132, 1807)
gkcm-positions (742, 748, 1074, 1078)
table-cell: 7. (1112, 1677, 1132, 1712)
signature: स्वा. / - वनमण्डलाधिकारी, गरियाबंद वनमंडल, गरियाबंद (533, 1766, 716, 1777)
table-cell: The tender should be prepared by the bidder in English language only. (881, 1672, 1073, 1697)
paragraph: ସେହିପରି ପୁରୀ-ପାଟନା ସ୍ୱତନ୍ତ୍ର ଟ୍ରେନ୍ (୦୮୪୯୯/୦୮୪୪୦) କଟକ, ଭଦ୍ରକ ଓ ବାଲେଶ୍ୱର ଦେଇ ନିୟମିତ ଚଳାଚଳ କରିବ ବୋଲି ପତ୍ରରେ ଦର୍ଶାଯାଇଛି । (706, 311, 874, 361)
table-cell: 5. (1112, 1607, 1132, 1632)
oipr-code: OIPR-32001/32208/1/25-26/0001 (1111, 1907, 1243, 1917)
paragraph: ବିଦେଶରେ କାର୍ଯ୍ୟରତ ଶ୍ରମିକଙ୍କ ସୁରକ୍ଷା ଏବଂ ସେମାନଙ୍କ ପରିବାରକୁ ସହାୟତା ଯୋଗାଇ ଦେବା ଦିଗରେ ସରକାର ପଦକ୍ଷେପ ନେଉଛନ୍ତି ବୋଲି ସରକାରୀ ସୂତ୍ରରୁ କୁହାଯାଇଛି । (126, 746, 228, 835)
oipr-code: OIPR-3001/3004/1/25-26/0002 (741, 1155, 864, 1165)
table-cell: From 16.03.2026 at 10.00 A.M. to 30.03.2026 up to 5 PM (1207, 1632, 1453, 1677)
table-cell: 640.840 (404, 1412, 471, 1427)
col-header: क्र. (258, 1367, 285, 1397)
table-cell: मिश्रित (284, 1472, 328, 1487)
gkcm-last-date: Last date of Application - 30 days from the date of publication of the Advertisement. In case of exceptional and outstanding persons, age may be relaxed. (741, 1081, 1074, 1116)
cg-forest-auction-notice (249, 1264, 724, 1794)
table-cell: 15:30 HRS on 15/04/2026 (647, 1153, 715, 1198)
color-dot (137, 2314, 152, 2329)
table-body (258, 1108, 716, 1198)
table-cell: 1141 (661, 1457, 715, 1472)
